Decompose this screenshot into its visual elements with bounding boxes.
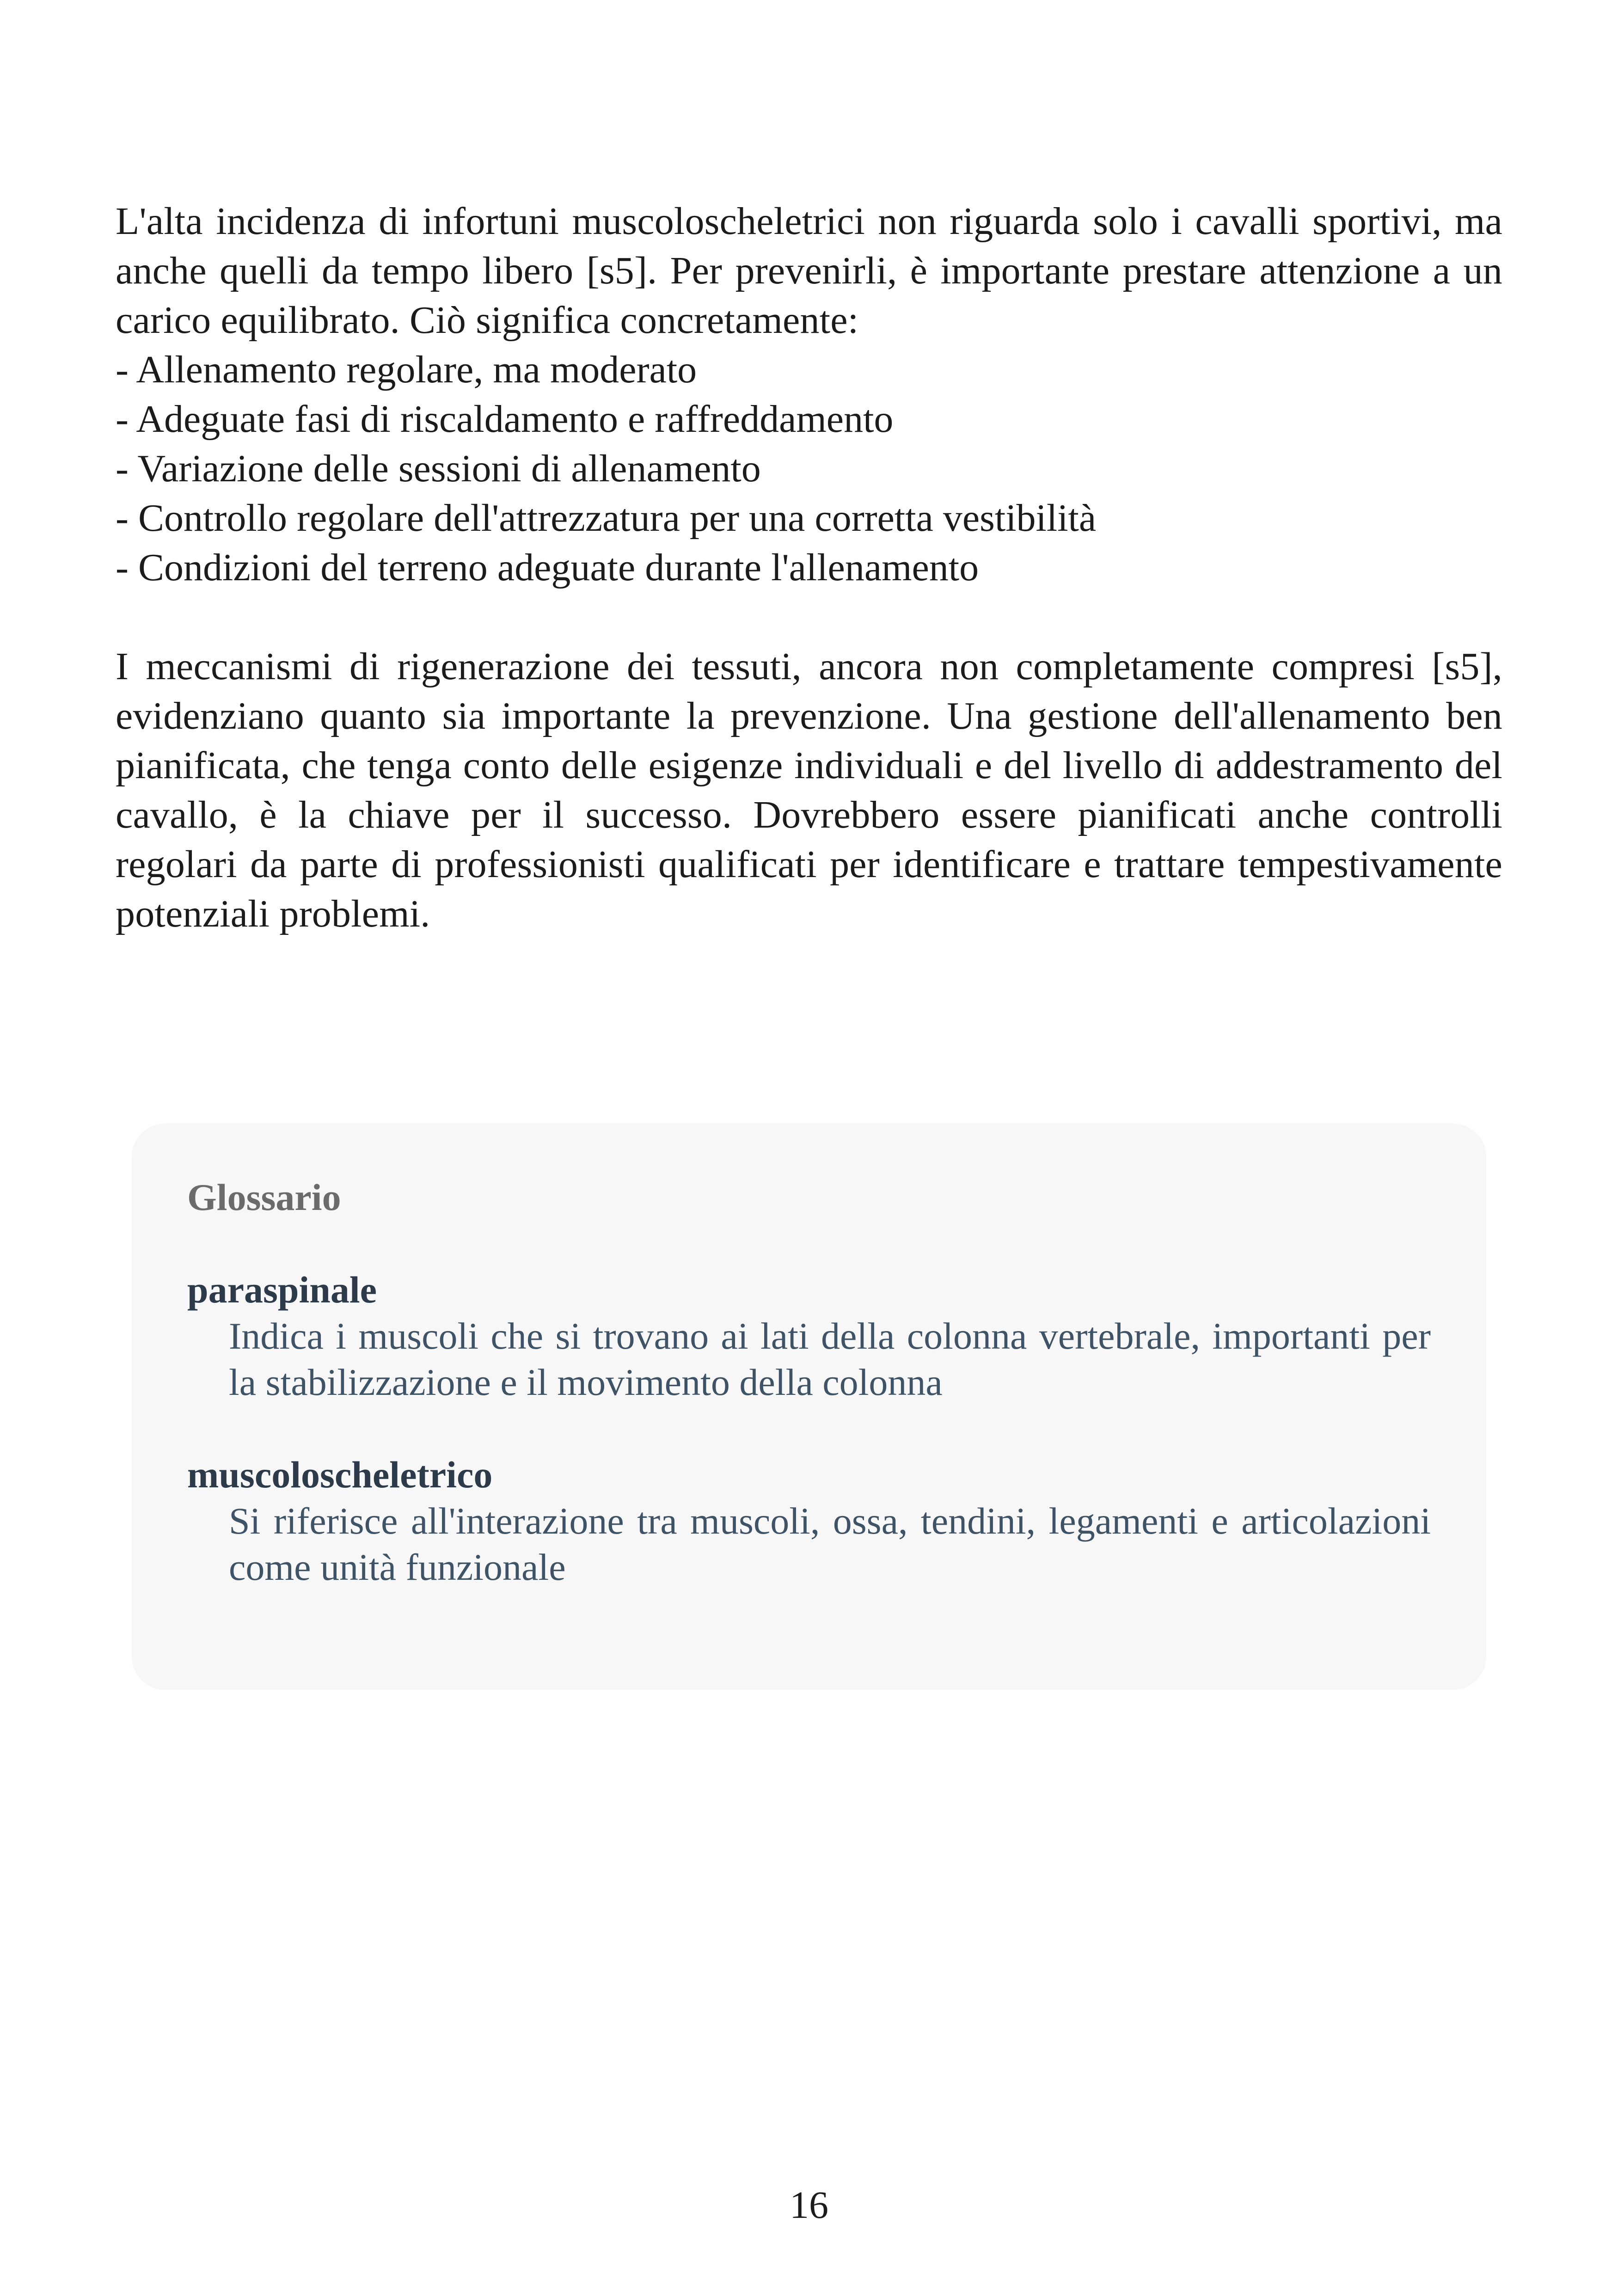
paragraph-injuries: L'alta incidenza di infortuni muscoloscheletrici non riguarda solo i cavalli sportivi, ma anche quelli da tempo libero [s5]. Per prevenirli, è importante prestare attenzione a un carico equilibrato. Ciò significa concretamente: bbox=[116, 200, 1502, 342]
glossary-entry bbox=[187, 1267, 1431, 1406]
list-item: - Condizioni del terreno adeguate durante l'allenamento bbox=[116, 543, 1502, 592]
glossary-definition: Indica i muscoli che si trovano ai lati della colonna vertebrale, importanti per la stabilizzazione e il movimento della colonna bbox=[229, 1315, 1431, 1403]
glossary-definition: Si riferisce all'interazione tra muscoli, ossa, tendini, legamenti e articolazioni come unità funzionale bbox=[229, 1500, 1431, 1588]
list-item: - Controllo regolare dell'attrezzatura per una corretta vestibilità bbox=[116, 493, 1502, 543]
paragraph-spacer bbox=[116, 592, 1502, 642]
glossary-entry bbox=[187, 1452, 1431, 1590]
glossary-box bbox=[132, 1123, 1486, 1690]
list-item: - Allenamento regolare, ma moderato bbox=[116, 345, 1502, 394]
prevention-list bbox=[116, 345, 1502, 592]
glossary-term: paraspinale bbox=[187, 1269, 377, 1311]
body-text bbox=[116, 196, 1502, 939]
list-item: - Variazione delle sessioni di allenamento bbox=[116, 444, 1502, 493]
glossary-term: muscoloscheletrico bbox=[187, 1454, 493, 1496]
paragraph-prevention: I meccanismi di rigenerazione dei tessuti, ancora non completamente compresi [s5], evidenziano quanto sia importante la prevenzione. Una gestione dell'allenamento ben pianificata, che tenga conto delle esigenze individuali e del livello di addestramento del cavallo, è la chiave per il successo. Dovrebbero essere pianificati anche controlli regolari da parte di professionisti qualificati per identificare e trattare tempestivamente potenziali problemi. bbox=[116, 645, 1502, 935]
list-item: - Adeguate fasi di riscaldamento e raffreddamento bbox=[116, 394, 1502, 444]
glossary-title: Glossario bbox=[187, 1176, 341, 1218]
page-number: 16 bbox=[790, 2184, 828, 2227]
